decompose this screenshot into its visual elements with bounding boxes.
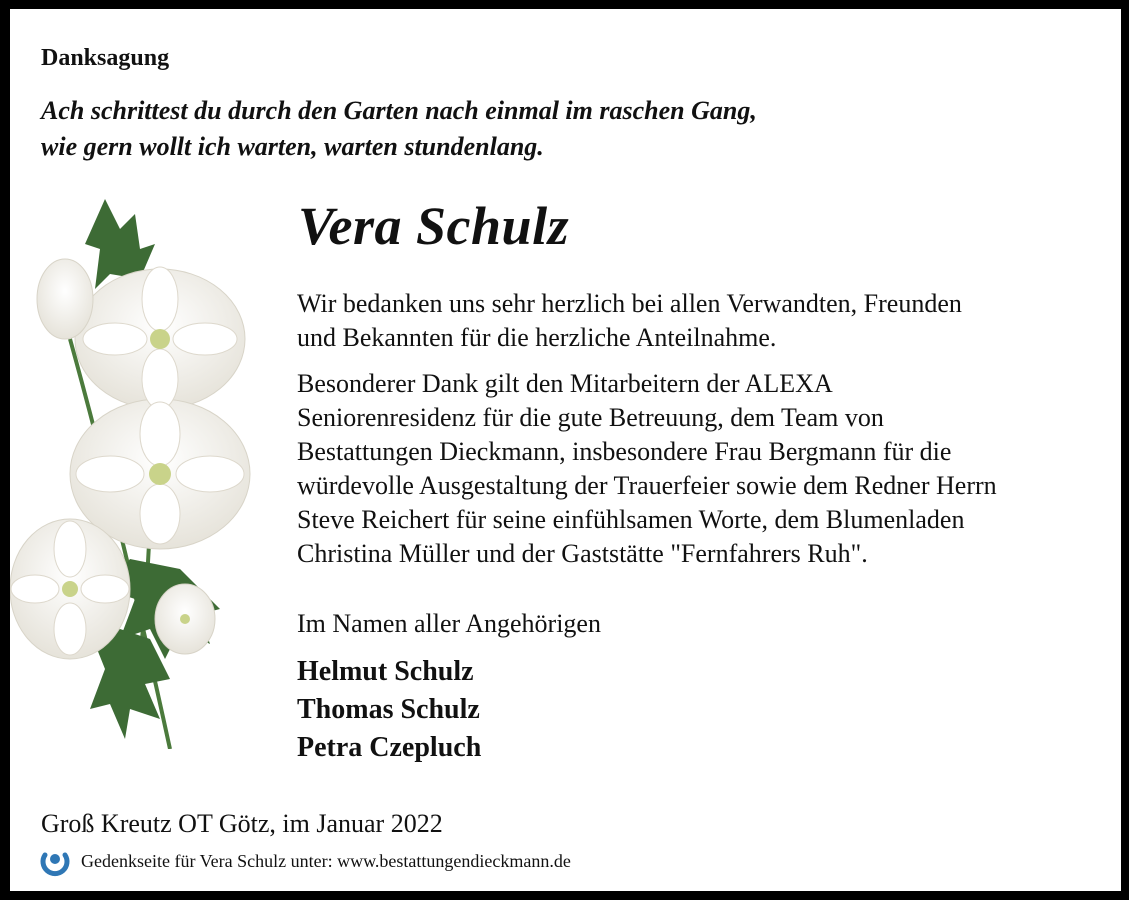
special-thanks-paragraph (297, 367, 1097, 571)
memorial-logo-icon (39, 845, 71, 877)
signer-name: Helmut Schulz (297, 656, 474, 687)
paragraph-line: Wir bedanken uns sehr herzlich bei allen Verwandten, Freunden (297, 289, 962, 318)
signers-list (297, 653, 481, 767)
signer-name: Petra Czepluch (297, 732, 482, 763)
paragraph-line: Steve Reichert für seine einfühlsamen Worte, dem Blumenladen (297, 505, 965, 534)
signer-name: Thomas Schulz (297, 694, 480, 725)
paragraph-line: Seniorenresidenz für die gute Betreuung, dem Team von (297, 403, 884, 432)
paragraph-line: Christina Müller und der Gaststätte "Fernfahrers Ruh". (297, 539, 868, 568)
verse (41, 93, 757, 165)
notice-label: Danksagung (41, 45, 170, 71)
verse-line: wie gern wollt ich warten, warten stundenlang. (41, 132, 544, 161)
signoff: Im Namen aller Angehörigen (297, 609, 601, 638)
paragraph-line: und Bekannten für die herzliche Anteilnahme. (297, 323, 777, 352)
memorial-page-footer (39, 845, 571, 877)
deceased-name: Vera Schulz (298, 196, 570, 256)
thanks-paragraph (297, 287, 1097, 355)
memorial-page-text: Gedenkseite für Vera Schulz unter: www.bestattungendieckmann.de (81, 850, 571, 871)
place-date: Groß Kreutz OT Götz, im Januar 2022 (41, 809, 443, 838)
obituary-card (10, 9, 1121, 891)
white-chrysanthemum-illustration (10, 189, 270, 749)
paragraph-line: Bestattungen Dieckmann, insbesondere Frau Bergmann für die (297, 437, 952, 466)
verse-line: Ach schrittest du durch den Garten nach einmal im raschen Gang, (41, 96, 757, 125)
paragraph-line: würdevolle Ausgestaltung der Trauerfeier sowie dem Redner Herrn (297, 471, 997, 500)
paragraph-line: Besonderer Dank gilt den Mitarbeitern der ALEXA (297, 369, 833, 398)
